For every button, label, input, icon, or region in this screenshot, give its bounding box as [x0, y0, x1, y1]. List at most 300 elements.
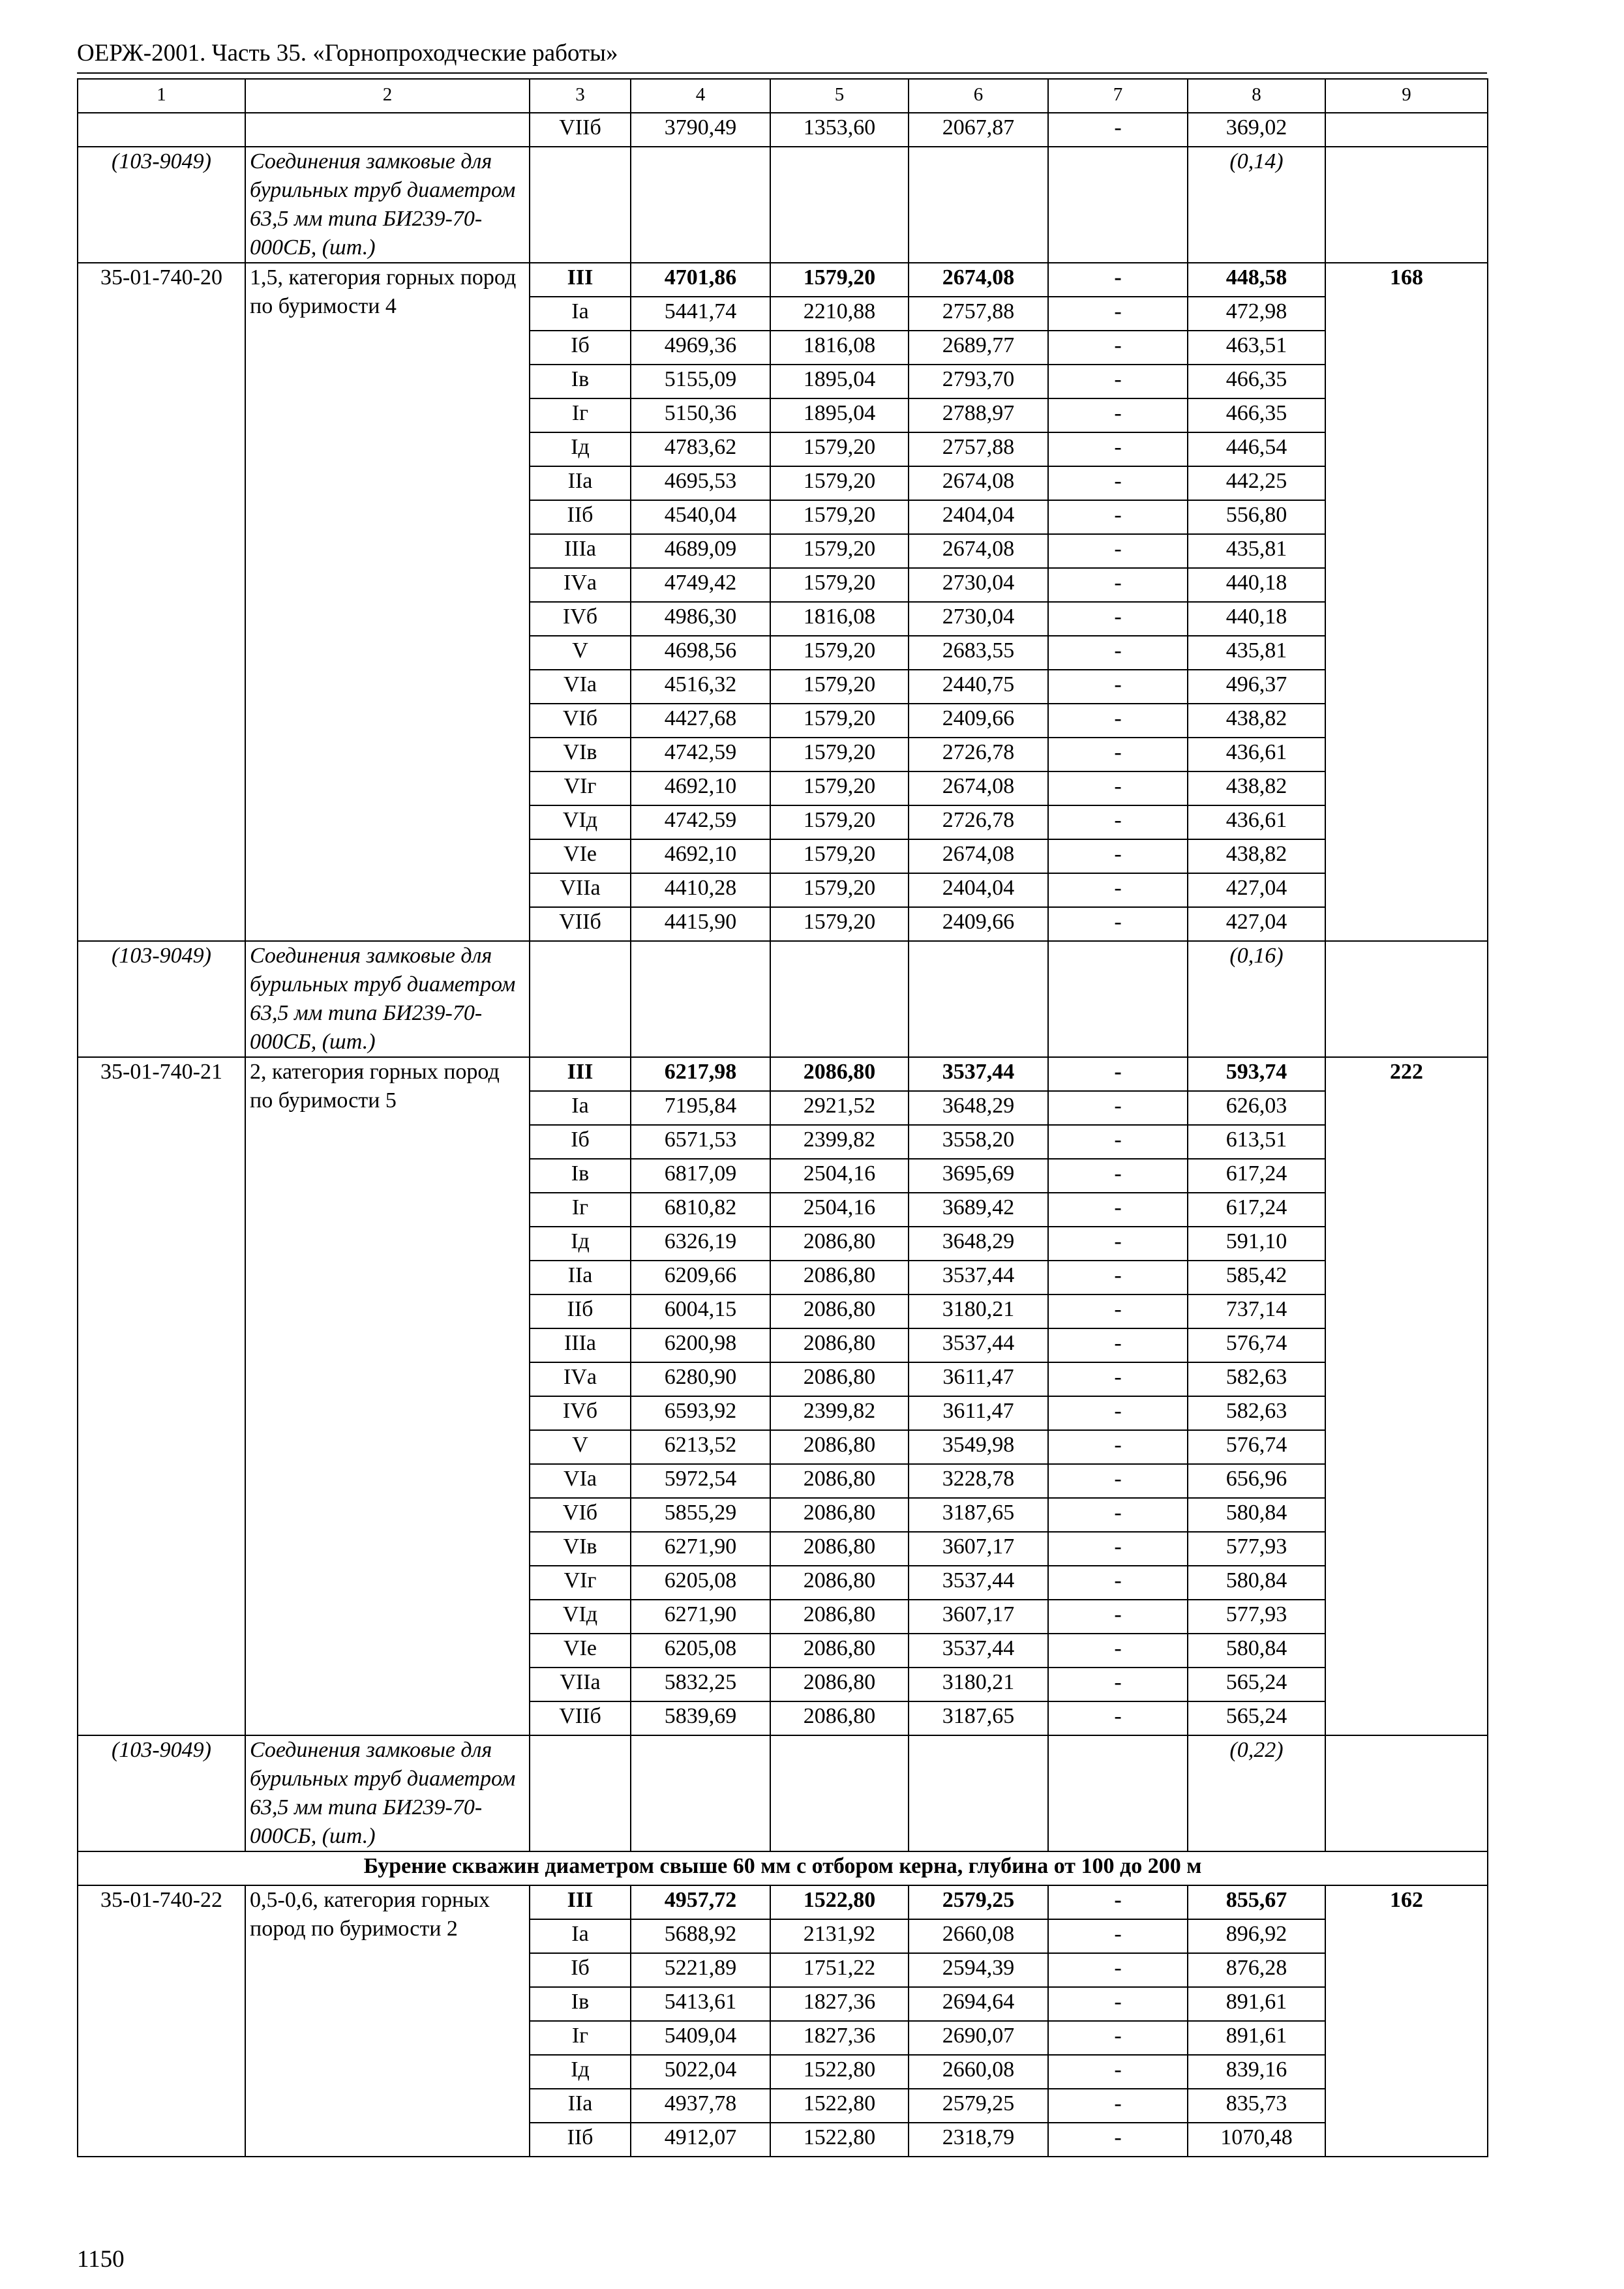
wages-cell: 1579,20: [770, 805, 909, 839]
materials-cell: 876,28: [1188, 1953, 1325, 1987]
wages-cell: 2086,80: [770, 1362, 909, 1396]
direct-cost-cell: 6200,98: [631, 1328, 770, 1362]
drivers-wages-cell: -: [1048, 2123, 1188, 2157]
direct-cost-cell: 5022,04: [631, 2055, 770, 2089]
materials-cell: 737,14: [1188, 1294, 1325, 1328]
empty-cell: [770, 1735, 909, 1851]
direct-cost-cell: 3790,49: [631, 113, 770, 147]
wages-cell: 1816,08: [770, 331, 909, 365]
materials-cell: 835,73: [1188, 2089, 1325, 2123]
column-number: 6: [909, 79, 1048, 113]
wages-cell: 2086,80: [770, 1261, 909, 1294]
wages-cell: 2504,16: [770, 1193, 909, 1227]
resource-description: Соединения замковые для бурильных труб диаметром 63,5 мм типа БИ239-70-000СБ, (шт.): [245, 1735, 530, 1851]
materials-cell: 472,98: [1188, 297, 1325, 331]
wages-cell: 2086,80: [770, 1701, 909, 1735]
machines-cell: 2660,08: [909, 1919, 1048, 1953]
table-row: [78, 1057, 1488, 1091]
wages-cell: 1579,20: [770, 568, 909, 602]
drivers-wages-cell: -: [1048, 466, 1188, 500]
machines-cell: 2788,97: [909, 398, 1048, 432]
drivers-wages-cell: -: [1048, 534, 1188, 568]
materials-cell: 440,18: [1188, 568, 1325, 602]
machines-cell: 3695,69: [909, 1159, 1048, 1193]
drivers-wages-cell: -: [1048, 365, 1188, 398]
direct-cost-cell: 6209,66: [631, 1261, 770, 1294]
description-cell: [245, 113, 530, 147]
materials-cell: 556,80: [1188, 500, 1325, 534]
materials-cell: 593,74: [1188, 1057, 1325, 1091]
column-number: 8: [1188, 79, 1325, 113]
direct-cost-cell: 4957,72: [631, 1885, 770, 1919]
materials-cell: 565,24: [1188, 1701, 1325, 1735]
machines-cell: 3537,44: [909, 1634, 1048, 1668]
direct-cost-cell: 5409,04: [631, 2021, 770, 2055]
materials-cell: 565,24: [1188, 1668, 1325, 1701]
machines-cell: 2660,08: [909, 2055, 1048, 2089]
zone-cell: Iд: [530, 2055, 631, 2089]
drivers-wages-cell: -: [1048, 1885, 1188, 1919]
materials-cell: 427,04: [1188, 873, 1325, 907]
drivers-wages-cell: -: [1048, 1057, 1188, 1091]
direct-cost-cell: 5972,54: [631, 1464, 770, 1498]
zone-cell: VIIа: [530, 873, 631, 907]
machines-cell: 3187,65: [909, 1701, 1048, 1735]
drivers-wages-cell: -: [1048, 1159, 1188, 1193]
zone-cell: VIе: [530, 839, 631, 873]
machines-cell: 3607,17: [909, 1600, 1048, 1634]
drivers-wages-cell: -: [1048, 1193, 1188, 1227]
machines-cell: 2579,25: [909, 2089, 1048, 2123]
drivers-wages-cell: -: [1048, 1987, 1188, 2021]
direct-cost-cell: 4427,68: [631, 704, 770, 738]
machines-cell: 2730,04: [909, 602, 1048, 636]
direct-cost-cell: 6213,52: [631, 1430, 770, 1464]
norm-code: 35-01-740-22: [78, 1885, 245, 2157]
drivers-wages-cell: -: [1048, 1634, 1188, 1668]
wages-cell: 1579,20: [770, 738, 909, 771]
direct-cost-cell: 4516,32: [631, 670, 770, 704]
zone-cell: IIб: [530, 1294, 631, 1328]
empty-cell: [631, 941, 770, 1057]
resource-code: (103-9049): [78, 1735, 245, 1851]
zone-cell: VIб: [530, 704, 631, 738]
norm-code: 35-01-740-20: [78, 263, 245, 941]
direct-cost-cell: 4689,09: [631, 534, 770, 568]
machines-cell: 2690,07: [909, 2021, 1048, 2055]
wages-cell: 2086,80: [770, 1498, 909, 1532]
zone-cell: VIIа: [530, 1668, 631, 1701]
empty-cell: [631, 1735, 770, 1851]
direct-cost-cell: 5155,09: [631, 365, 770, 398]
direct-cost-cell: 4969,36: [631, 331, 770, 365]
resource-quantity: (0,22): [1188, 1735, 1325, 1851]
direct-cost-cell: 4695,53: [631, 466, 770, 500]
zone-cell: Iв: [530, 365, 631, 398]
resource-row: [78, 147, 1488, 263]
direct-cost-cell: 6271,90: [631, 1600, 770, 1634]
machines-cell: 2067,87: [909, 113, 1048, 147]
zone-cell: Iа: [530, 1091, 631, 1125]
zone-cell: Iг: [530, 2021, 631, 2055]
code-cell: [78, 113, 245, 147]
drivers-wages-cell: -: [1048, 1294, 1188, 1328]
materials-cell: 438,82: [1188, 704, 1325, 738]
drivers-wages-cell: -: [1048, 907, 1188, 941]
wages-cell: 1579,20: [770, 670, 909, 704]
wages-cell: 1579,20: [770, 873, 909, 907]
materials-cell: 446,54: [1188, 432, 1325, 466]
materials-cell: 466,35: [1188, 365, 1325, 398]
empty-cell: [909, 147, 1048, 263]
zone-cell: IIа: [530, 2089, 631, 2123]
zone-cell: IIб: [530, 500, 631, 534]
direct-cost-cell: 4749,42: [631, 568, 770, 602]
column-number: 3: [530, 79, 631, 113]
direct-cost-cell: 6280,90: [631, 1362, 770, 1396]
table-row: [78, 1885, 1488, 1919]
wages-cell: 1579,20: [770, 500, 909, 534]
materials-cell: 580,84: [1188, 1498, 1325, 1532]
empty-cell: [770, 941, 909, 1057]
drivers-wages-cell: -: [1048, 1701, 1188, 1735]
empty-cell: [530, 941, 631, 1057]
wages-cell: 2086,80: [770, 1464, 909, 1498]
zone-cell: IIIа: [530, 1328, 631, 1362]
drivers-wages-cell: -: [1048, 2089, 1188, 2123]
page-number: 1150: [77, 2246, 125, 2273]
drivers-wages-cell: -: [1048, 1396, 1188, 1430]
materials-cell: 463,51: [1188, 331, 1325, 365]
materials-cell: 435,81: [1188, 534, 1325, 568]
direct-cost-cell: 4742,59: [631, 738, 770, 771]
zone-cell: VIIб: [530, 113, 631, 147]
materials-cell: 436,61: [1188, 738, 1325, 771]
materials-cell: 577,93: [1188, 1532, 1325, 1566]
zone-cell: VIг: [530, 771, 631, 805]
machines-cell: 2579,25: [909, 1885, 1048, 1919]
norm-col9: 162: [1325, 1885, 1488, 2157]
materials-cell: 427,04: [1188, 907, 1325, 941]
machines-cell: 2730,04: [909, 568, 1048, 602]
wages-cell: 2086,80: [770, 1328, 909, 1362]
zone-cell: VIа: [530, 670, 631, 704]
empty-cell: [1048, 941, 1188, 1057]
resource-quantity: (0,16): [1188, 941, 1325, 1057]
wages-cell: 1579,20: [770, 534, 909, 568]
col9-cell: [1325, 113, 1488, 147]
empty-cell: [530, 1735, 631, 1851]
zone-cell: VIг: [530, 1566, 631, 1600]
drivers-wages-cell: -: [1048, 1532, 1188, 1566]
table-row: [78, 113, 1488, 147]
drivers-wages-cell: -: [1048, 1430, 1188, 1464]
drivers-wages-cell: -: [1048, 1362, 1188, 1396]
zone-cell: VIа: [530, 1464, 631, 1498]
direct-cost-cell: 4540,04: [631, 500, 770, 534]
machines-cell: 3537,44: [909, 1261, 1048, 1294]
resource-row: [78, 941, 1488, 1057]
wages-cell: 1816,08: [770, 602, 909, 636]
wages-cell: 1522,80: [770, 1885, 909, 1919]
zone-cell: Iг: [530, 398, 631, 432]
wages-cell: 2131,92: [770, 1919, 909, 1953]
direct-cost-cell: 6593,92: [631, 1396, 770, 1430]
machines-cell: 3180,21: [909, 1294, 1048, 1328]
wages-cell: 2086,80: [770, 1532, 909, 1566]
resource-quantity: (0,14): [1188, 147, 1325, 263]
zone-cell: IVб: [530, 602, 631, 636]
empty-cell: [530, 147, 631, 263]
drivers-wages-cell: -: [1048, 704, 1188, 738]
materials-cell: 580,84: [1188, 1566, 1325, 1600]
direct-cost-cell: 4410,28: [631, 873, 770, 907]
direct-cost-cell: 5413,61: [631, 1987, 770, 2021]
direct-cost-cell: 6817,09: [631, 1159, 770, 1193]
direct-cost-cell: 6217,98: [631, 1057, 770, 1091]
materials-cell: 576,74: [1188, 1328, 1325, 1362]
materials-cell: 577,93: [1188, 1600, 1325, 1634]
zone-cell: IVа: [530, 1362, 631, 1396]
norm-col9: 168: [1325, 263, 1488, 941]
wages-cell: 1579,20: [770, 839, 909, 873]
direct-cost-cell: 6571,53: [631, 1125, 770, 1159]
drivers-wages-cell: -: [1048, 568, 1188, 602]
drivers-wages-cell: -: [1048, 263, 1188, 297]
wages-cell: 1579,20: [770, 771, 909, 805]
zone-cell: Iд: [530, 1227, 631, 1261]
machines-cell: 3648,29: [909, 1091, 1048, 1125]
drivers-wages-cell: -: [1048, 670, 1188, 704]
machines-cell: 3537,44: [909, 1328, 1048, 1362]
direct-cost-cell: 6271,90: [631, 1532, 770, 1566]
zone-cell: V: [530, 1430, 631, 1464]
direct-cost-cell: 4986,30: [631, 602, 770, 636]
machines-cell: 2726,78: [909, 738, 1048, 771]
empty-cell: [1325, 1735, 1488, 1851]
wages-cell: 2086,80: [770, 1057, 909, 1091]
materials-cell: 891,61: [1188, 1987, 1325, 2021]
section-heading-row: [78, 1851, 1488, 1885]
wages-cell: 2086,80: [770, 1294, 909, 1328]
norm-code: 35-01-740-21: [78, 1057, 245, 1735]
wages-cell: 1751,22: [770, 1953, 909, 1987]
zone-cell: VIе: [530, 1634, 631, 1668]
machines-cell: 2793,70: [909, 365, 1048, 398]
empty-cell: [1325, 941, 1488, 1057]
materials-cell: 436,61: [1188, 805, 1325, 839]
wages-cell: 1579,20: [770, 432, 909, 466]
machines-cell: 2404,04: [909, 500, 1048, 534]
zone-cell: V: [530, 636, 631, 670]
materials-cell: 448,58: [1188, 263, 1325, 297]
resource-code: (103-9049): [78, 147, 245, 263]
wages-cell: 2399,82: [770, 1125, 909, 1159]
materials-cell: 369,02: [1188, 113, 1325, 147]
zone-cell: Iв: [530, 1987, 631, 2021]
materials-cell: 891,61: [1188, 2021, 1325, 2055]
zone-cell: Iг: [530, 1193, 631, 1227]
column-number: 2: [245, 79, 530, 113]
zone-cell: VIв: [530, 738, 631, 771]
drivers-wages-cell: -: [1048, 839, 1188, 873]
drivers-wages-cell: -: [1048, 1261, 1188, 1294]
wages-cell: 1579,20: [770, 907, 909, 941]
wages-cell: 1895,04: [770, 398, 909, 432]
wages-cell: 2086,80: [770, 1566, 909, 1600]
zone-cell: IIа: [530, 466, 631, 500]
drivers-wages-cell: -: [1048, 873, 1188, 907]
drivers-wages-cell: -: [1048, 738, 1188, 771]
header-rule: [77, 72, 1487, 74]
drivers-wages-cell: -: [1048, 1566, 1188, 1600]
direct-cost-cell: 5441,74: [631, 297, 770, 331]
machines-cell: 3537,44: [909, 1566, 1048, 1600]
zone-cell: Iа: [530, 1919, 631, 1953]
drivers-wages-cell: -: [1048, 500, 1188, 534]
zone-cell: VIIб: [530, 907, 631, 941]
wages-cell: 1579,20: [770, 636, 909, 670]
direct-cost-cell: 4742,59: [631, 805, 770, 839]
drivers-wages-cell: -: [1048, 1498, 1188, 1532]
empty-cell: [631, 147, 770, 263]
direct-cost-cell: 6205,08: [631, 1634, 770, 1668]
materials-cell: 613,51: [1188, 1125, 1325, 1159]
machines-cell: 2694,64: [909, 1987, 1048, 2021]
empty-cell: [909, 941, 1048, 1057]
column-number: 1: [78, 79, 245, 113]
machines-cell: 3228,78: [909, 1464, 1048, 1498]
machines-cell: 3689,42: [909, 1193, 1048, 1227]
drivers-wages-cell: -: [1048, 1328, 1188, 1362]
drivers-wages-cell: -: [1048, 297, 1188, 331]
machines-cell: 3187,65: [909, 1498, 1048, 1532]
machines-cell: 2674,08: [909, 771, 1048, 805]
machines-cell: 3648,29: [909, 1227, 1048, 1261]
direct-cost-cell: 4698,56: [631, 636, 770, 670]
machines-cell: 3537,44: [909, 1057, 1048, 1091]
machines-cell: 3611,47: [909, 1362, 1048, 1396]
zone-cell: IVб: [530, 1396, 631, 1430]
machines-cell: 2726,78: [909, 805, 1048, 839]
direct-cost-cell: 5688,92: [631, 1919, 770, 1953]
machines-cell: 2409,66: [909, 704, 1048, 738]
column-number-row: [78, 79, 1488, 113]
materials-cell: 438,82: [1188, 771, 1325, 805]
resource-description: Соединения замковые для бурильных труб диаметром 63,5 мм типа БИ239-70-000СБ, (шт.): [245, 147, 530, 263]
empty-cell: [770, 147, 909, 263]
machines-cell: 2594,39: [909, 1953, 1048, 1987]
machines-cell: 3180,21: [909, 1668, 1048, 1701]
zone-cell: III: [530, 1885, 631, 1919]
direct-cost-cell: 4415,90: [631, 907, 770, 941]
machines-cell: 2689,77: [909, 331, 1048, 365]
machines-cell: 2404,04: [909, 873, 1048, 907]
zone-cell: IVа: [530, 568, 631, 602]
drivers-wages-cell: -: [1048, 432, 1188, 466]
wages-cell: 1579,20: [770, 466, 909, 500]
zone-cell: III: [530, 1057, 631, 1091]
direct-cost-cell: 6326,19: [631, 1227, 770, 1261]
empty-cell: [1048, 1735, 1188, 1851]
direct-cost-cell: 6810,82: [631, 1193, 770, 1227]
direct-cost-cell: 4692,10: [631, 839, 770, 873]
materials-cell: 582,63: [1188, 1362, 1325, 1396]
direct-cost-cell: 5221,89: [631, 1953, 770, 1987]
materials-cell: 442,25: [1188, 466, 1325, 500]
materials-cell: 617,24: [1188, 1159, 1325, 1193]
drivers-wages-cell: -: [1048, 1919, 1188, 1953]
machines-cell: 2683,55: [909, 636, 1048, 670]
machines-cell: 3549,98: [909, 1430, 1048, 1464]
materials-cell: 839,16: [1188, 2055, 1325, 2089]
drivers-wages-cell: -: [1048, 771, 1188, 805]
materials-cell: 435,81: [1188, 636, 1325, 670]
wages-cell: 1579,20: [770, 263, 909, 297]
materials-cell: 656,96: [1188, 1464, 1325, 1498]
materials-cell: 585,42: [1188, 1261, 1325, 1294]
wages-cell: 1895,04: [770, 365, 909, 398]
wages-cell: 2086,80: [770, 1600, 909, 1634]
norm-description: 1,5, категория горных пород по буримости 4: [245, 263, 530, 941]
materials-cell: 576,74: [1188, 1430, 1325, 1464]
zone-cell: IIб: [530, 2123, 631, 2157]
direct-cost-cell: 6205,08: [631, 1566, 770, 1600]
wages-cell: 2504,16: [770, 1159, 909, 1193]
drivers-wages-cell: -: [1048, 2021, 1188, 2055]
direct-cost-cell: 5150,36: [631, 398, 770, 432]
column-number: 9: [1325, 79, 1488, 113]
drivers-wages-cell: -: [1048, 331, 1188, 365]
wages-cell: 2921,52: [770, 1091, 909, 1125]
empty-cell: [1048, 147, 1188, 263]
direct-cost-cell: 4701,86: [631, 263, 770, 297]
wages-cell: 2086,80: [770, 1668, 909, 1701]
machines-cell: 2757,88: [909, 297, 1048, 331]
wages-cell: 1522,80: [770, 2123, 909, 2157]
direct-cost-cell: 4937,78: [631, 2089, 770, 2123]
materials-cell: 591,10: [1188, 1227, 1325, 1261]
drivers-wages-cell: -: [1048, 602, 1188, 636]
resource-description: Соединения замковые для бурильных труб диаметром 63,5 мм типа БИ239-70-000СБ, (шт.): [245, 941, 530, 1057]
wages-cell: 2086,80: [770, 1430, 909, 1464]
drivers-wages-cell: -: [1048, 636, 1188, 670]
section-title: Бурение скважин диаметром свыше 60 мм с отбором керна, глубина от 100 до 200 м: [78, 1851, 1488, 1885]
norm-description: 2, категория горных пород по буримости 5: [245, 1057, 530, 1735]
wages-cell: 1579,20: [770, 704, 909, 738]
wages-cell: 1522,80: [770, 2055, 909, 2089]
direct-cost-cell: 5839,69: [631, 1701, 770, 1735]
column-number: 7: [1048, 79, 1188, 113]
table-row: [78, 263, 1488, 297]
materials-cell: 496,37: [1188, 670, 1325, 704]
machines-cell: 3611,47: [909, 1396, 1048, 1430]
direct-cost-cell: 4912,07: [631, 2123, 770, 2157]
rates-table-body: [78, 79, 1488, 2157]
wages-cell: 2086,80: [770, 1227, 909, 1261]
machines-cell: 2674,08: [909, 263, 1048, 297]
zone-cell: Iб: [530, 1125, 631, 1159]
wages-cell: 1827,36: [770, 2021, 909, 2055]
wages-cell: 2399,82: [770, 1396, 909, 1430]
drivers-wages-cell: -: [1048, 1227, 1188, 1261]
empty-cell: [1325, 147, 1488, 263]
machines-cell: 2409,66: [909, 907, 1048, 941]
zone-cell: VIб: [530, 1498, 631, 1532]
zone-cell: VIд: [530, 1600, 631, 1634]
zone-cell: VIIб: [530, 1701, 631, 1735]
direct-cost-cell: 7195,84: [631, 1091, 770, 1125]
